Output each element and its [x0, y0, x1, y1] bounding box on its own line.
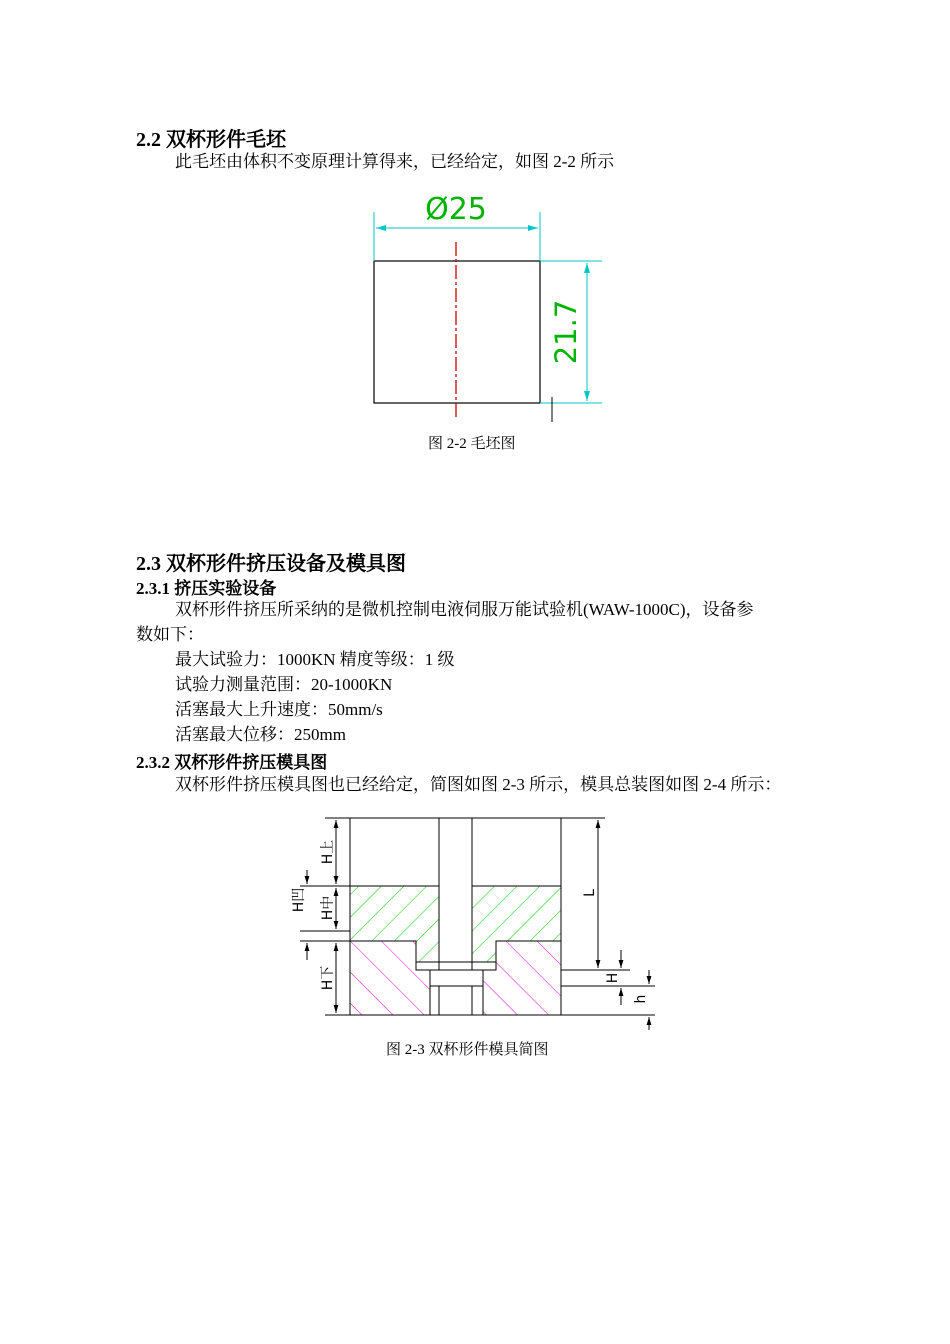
spec-item: 试验力测量范围：20-1000KN	[175, 675, 393, 694]
billet-outline	[374, 261, 540, 403]
label-h-cap: H	[605, 972, 621, 984]
paragraph-2-3-2: 双杯形件挤压模具图也已经给定，简图如图 2-3 所示，模具总装图如图 2-4 所示：	[175, 775, 782, 794]
paragraph-2-3-1-line1: 双杯形件挤压所采纳的是微机控制电液伺服万能试验机(WAW-1000C)，设备参	[175, 600, 754, 619]
upper-punch-right	[472, 818, 561, 886]
figure-caption-2-3: 图 2-3 双杯形件模具简图	[386, 1042, 549, 1058]
upper-punch-left	[350, 818, 439, 886]
subsection-heading-2-3-1: 2.3.1 挤压实验设备	[136, 579, 277, 598]
spec-item: 活塞最大位移：250mm	[175, 725, 346, 744]
center-punch	[439, 818, 472, 970]
spec-item: 活塞最大上升速度：50mm/s	[175, 700, 383, 719]
subsection-heading-2-3-2: 2.3.2 双杯形件挤压模具图	[136, 753, 328, 772]
section-heading-2-2: 2.2 双杯形件毛坯	[136, 129, 286, 151]
label-h-lower: H下	[320, 965, 336, 991]
paragraph-2-2: 此毛坯由体积不变原理计算得来，已经给定，如图 2-2 所示	[175, 152, 615, 171]
height-label: 21.7	[549, 299, 583, 365]
label-h-mid: H中	[320, 895, 336, 921]
diameter-label: Ø25	[425, 192, 487, 227]
spec-item: 最大试验力：1000KN 精度等级：1 级	[175, 650, 455, 669]
label-h-upper: H上	[320, 839, 336, 865]
paragraph-2-3-1-line2: 数如下：	[136, 625, 204, 644]
label-h-die: H凹	[291, 887, 307, 913]
figure-caption-2-2: 图 2-2 毛坯图	[428, 436, 516, 452]
label-l: L	[582, 889, 598, 897]
lower-die-left	[350, 941, 430, 1015]
label-h-small: h	[633, 994, 649, 1004]
middle-die-left	[350, 886, 439, 962]
lower-die-right	[483, 941, 561, 1015]
middle-die-right	[472, 886, 561, 962]
section-heading-2-3: 2.3 双杯形件挤压设备及模具图	[136, 553, 406, 575]
